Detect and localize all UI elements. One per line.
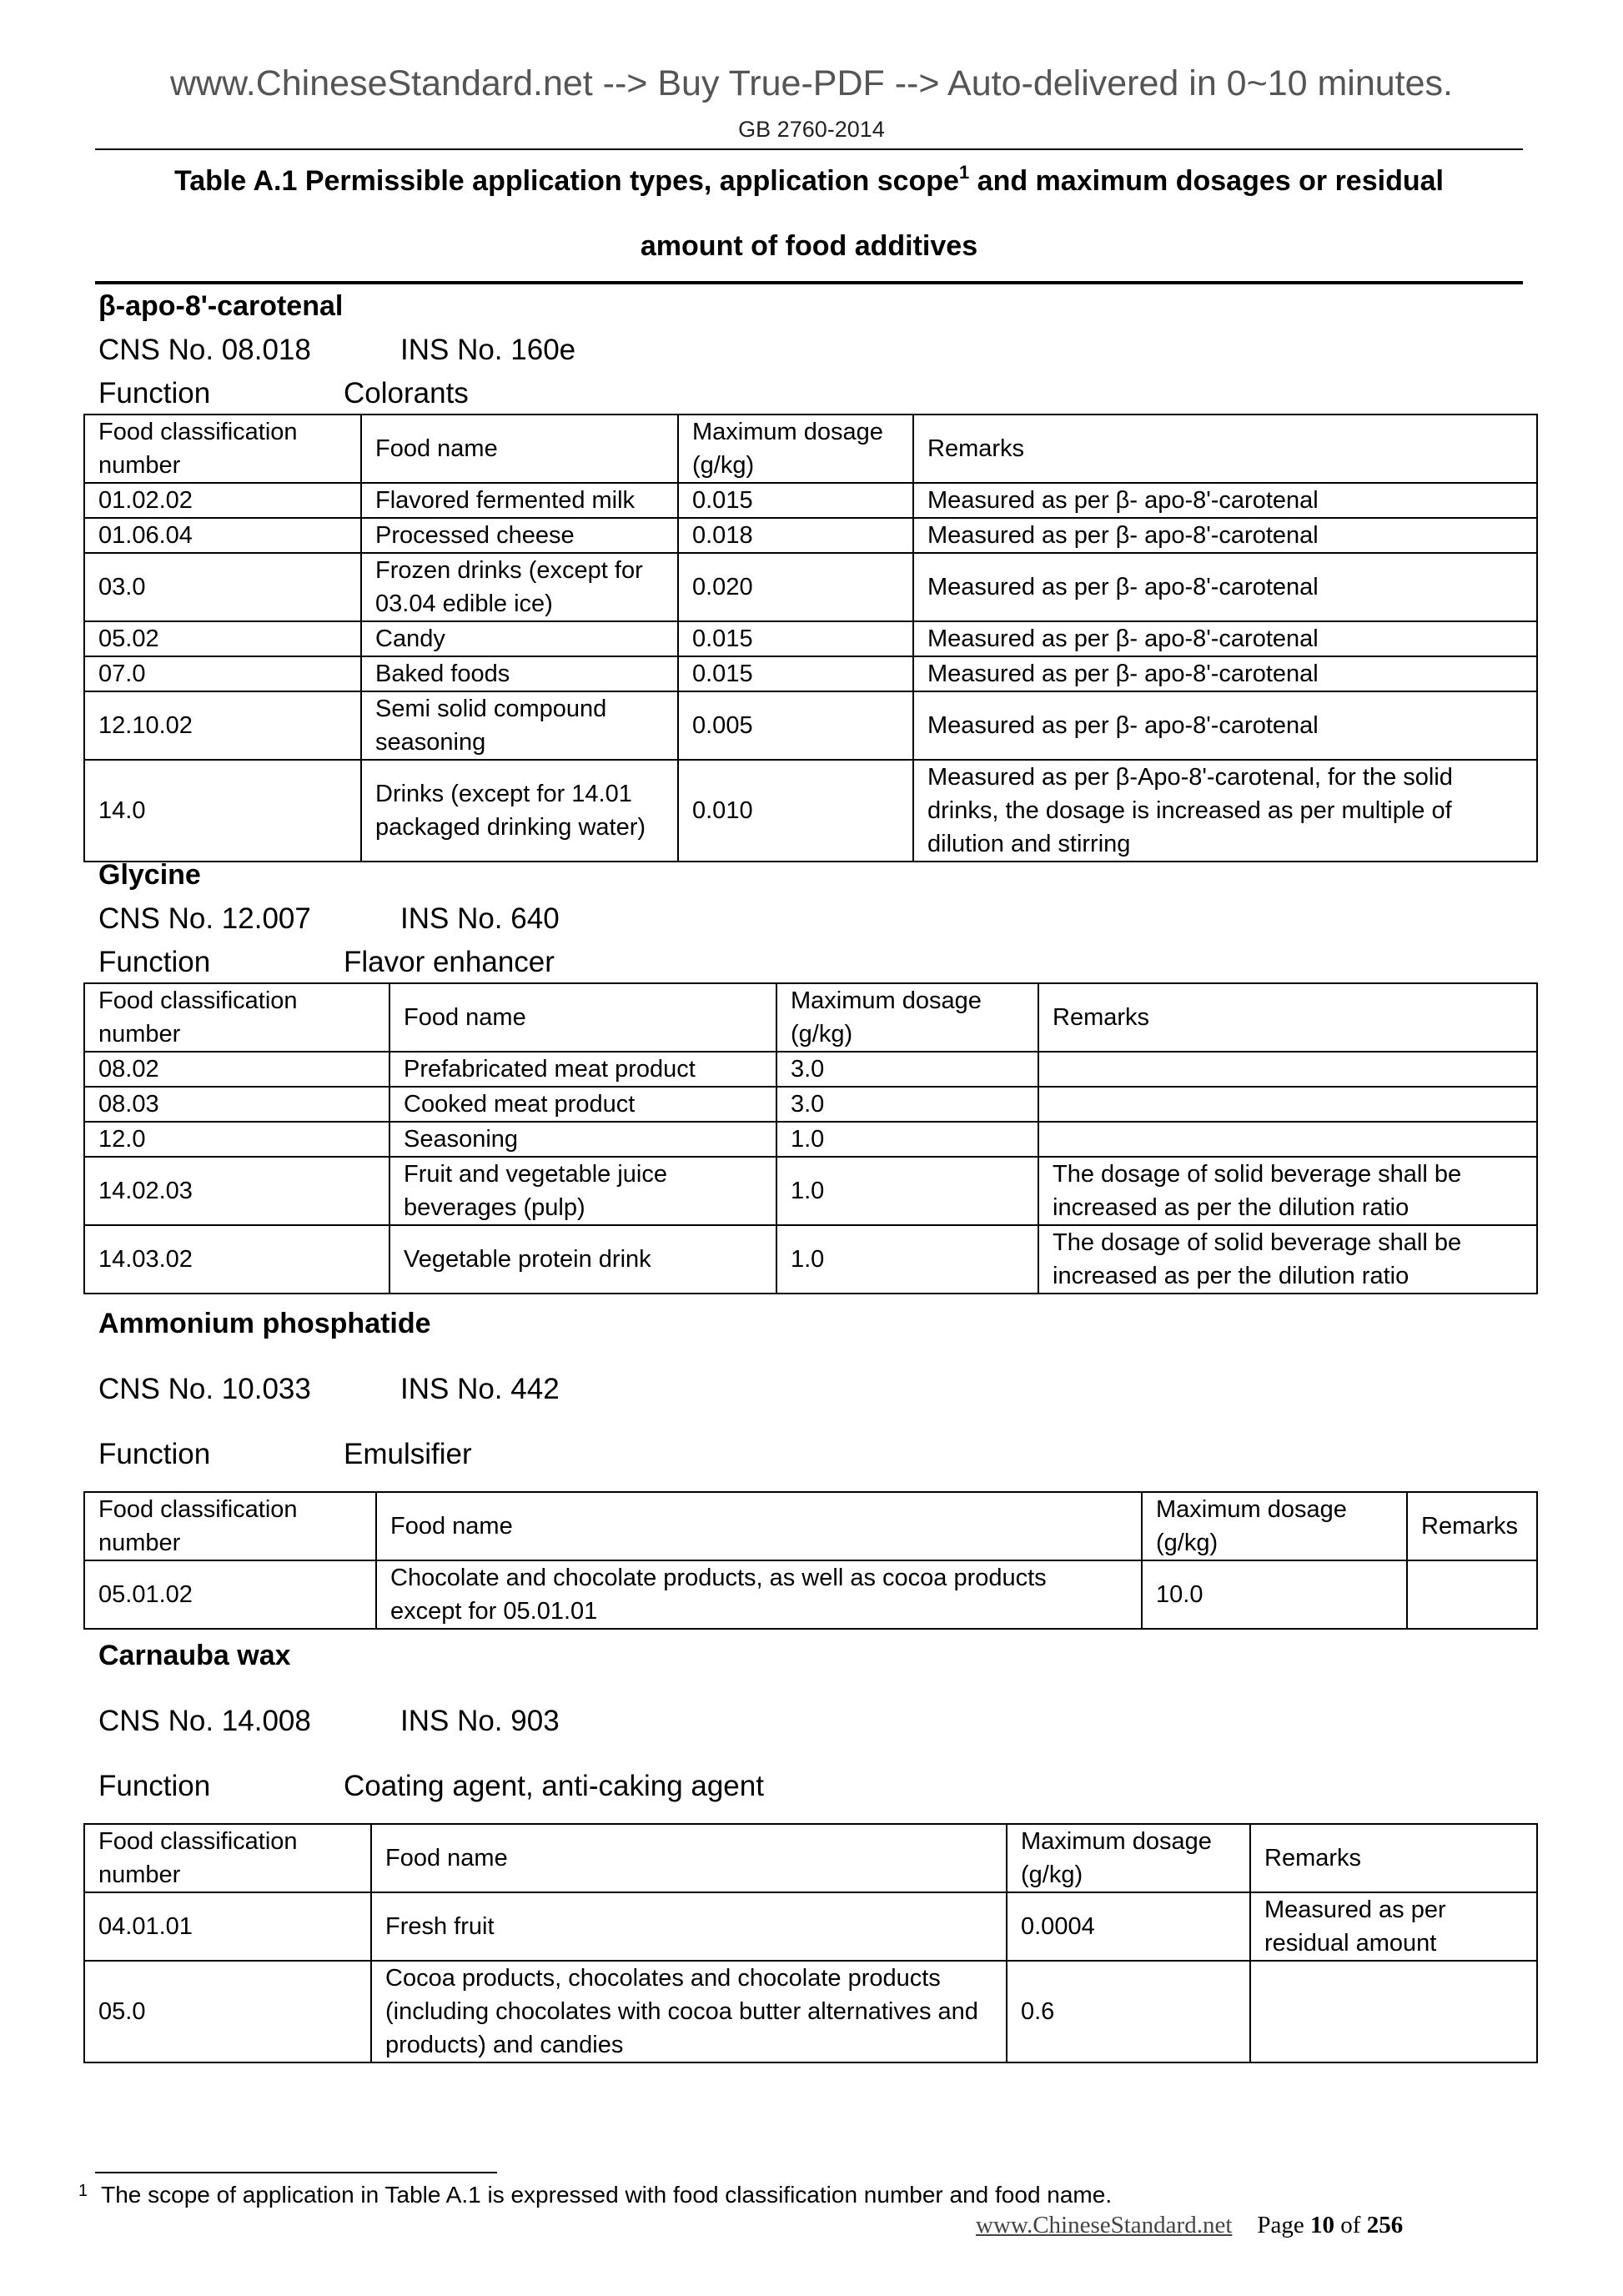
function-line (98, 946, 932, 979)
table-cell: 10.0 (1142, 1560, 1407, 1629)
table-cell: 1.0 (776, 1225, 1038, 1294)
ins-number: INS No. 442 (400, 1373, 560, 1405)
additive-table (83, 414, 1538, 862)
additive-table (83, 982, 1538, 1294)
table-cell: 1.0 (776, 1157, 1038, 1225)
table-cell: 0.015 (678, 483, 913, 518)
table-cell: Measured as per β- apo-8'-carotenal (913, 483, 1537, 518)
table-cell: Cooked meat product (389, 1087, 776, 1122)
table-cell: The dosage of solid beverage shall be increased as per the dilution ratio (1038, 1157, 1537, 1225)
standard-number: GB 2760-2014 (738, 117, 885, 142)
footnote-mark: 1 (78, 2182, 88, 2200)
table-cell: Candy (361, 621, 678, 656)
table-row (84, 1961, 1537, 2062)
header-rule (95, 148, 1523, 150)
additive-name: β-apo-8'-carotenal (98, 290, 344, 322)
table-cell: 0.020 (678, 553, 913, 621)
cns-number: CNS No. 14.008 (98, 1705, 311, 1737)
table-cell: 04.01.01 (84, 1892, 371, 1961)
footer-page-word: Page (1257, 2212, 1304, 2238)
cns-ins-line (98, 1705, 766, 1738)
table-title-main: Table A.1 Permissible application types, application scope (174, 165, 959, 197)
page-footer (976, 2212, 1403, 2239)
function-label: Function (98, 946, 211, 978)
table-title-line2: amount of food additives (640, 230, 978, 262)
table-cell: 12.0 (84, 1122, 389, 1157)
ins-number: INS No. 640 (400, 902, 560, 935)
column-header: Food name (361, 414, 678, 483)
column-header: Remarks (913, 414, 1537, 483)
column-header: Food name (389, 983, 776, 1052)
table-cell: Frozen drinks (except for 03.04 edible ice) (361, 553, 678, 621)
table-cell: Measured as per β- apo-8'-carotenal (913, 656, 1537, 691)
table-title-line1 (95, 162, 1523, 198)
function-value: Coating agent, anti-caking agent (344, 1770, 764, 1802)
table-cell: Measured as per residual amount (1250, 1892, 1537, 1961)
title-rule (95, 281, 1523, 284)
column-header: Maximum dosage (g/kg) (678, 414, 913, 483)
table-cell: 07.0 (84, 656, 361, 691)
table-cell: Processed cheese (361, 518, 678, 553)
table-cell: Prefabricated meat product (389, 1052, 776, 1087)
table-row (84, 760, 1537, 862)
table-cell: Seasoning (389, 1122, 776, 1157)
table-cell: 0.0004 (1007, 1892, 1250, 1961)
column-header: Maximum dosage (g/kg) (1142, 1492, 1407, 1560)
table-cell: 08.03 (84, 1087, 389, 1122)
table-cell: 0.005 (678, 691, 913, 760)
table-cell: Vegetable protein drink (389, 1225, 776, 1294)
table-cell: 0.6 (1007, 1961, 1250, 2062)
table-row (84, 621, 1537, 656)
cns-number: CNS No. 10.033 (98, 1373, 311, 1405)
table-title-tail: and maximum dosages or residual (969, 165, 1444, 197)
function-line (98, 1770, 932, 1803)
cns-ins-line (98, 334, 766, 367)
footnote (78, 2182, 1112, 2208)
table-cell: Chocolate and chocolate products, as well as cocoa products except for 05.01.01 (376, 1560, 1142, 1629)
ins-number: INS No. 160e (400, 334, 576, 366)
column-header: Food classification number (84, 1824, 371, 1892)
function-value: Colorants (344, 377, 469, 409)
table-cell: The dosage of solid beverage shall be increased as per the dilution ratio (1038, 1225, 1537, 1294)
table-cell (1038, 1052, 1537, 1087)
table-header-row (84, 1824, 1537, 1892)
column-header: Remarks (1038, 983, 1537, 1052)
function-label: Function (98, 377, 211, 409)
table-header-row (84, 414, 1537, 483)
ins-number: INS No. 903 (400, 1705, 560, 1737)
column-header: Food classification number (84, 1492, 376, 1560)
table-cell: 1.0 (776, 1122, 1038, 1157)
table-cell: 01.02.02 (84, 483, 361, 518)
table-row (84, 483, 1537, 518)
cns-ins-line (98, 1373, 766, 1406)
table-cell: Measured as per β- apo-8'-carotenal (913, 553, 1537, 621)
column-header: Food classification number (84, 414, 361, 483)
additive-name: Glycine (98, 859, 201, 891)
column-header: Remarks (1250, 1824, 1537, 1892)
table-cell (1038, 1122, 1537, 1157)
table-cell: Fruit and vegetable juice beverages (pulp) (389, 1157, 776, 1225)
table-header-row (84, 983, 1537, 1052)
table-cell: Measured as per β- apo-8'-carotenal (913, 691, 1537, 760)
table-cell: 14.0 (84, 760, 361, 862)
table-cell: Flavored fermented milk (361, 483, 678, 518)
table-cell: Drinks (except for 14.01 packaged drinking water) (361, 760, 678, 862)
table-cell: 3.0 (776, 1087, 1038, 1122)
table-row (84, 1560, 1537, 1629)
table-cell: 0.010 (678, 760, 913, 862)
table-cell (1407, 1560, 1537, 1629)
table-cell: 05.0 (84, 1961, 371, 2062)
table-row (84, 1225, 1537, 1294)
table-row (84, 1087, 1537, 1122)
cns-number: CNS No. 12.007 (98, 902, 311, 935)
table-cell: 03.0 (84, 553, 361, 621)
table-cell: 0.015 (678, 656, 913, 691)
cns-number: CNS No. 08.018 (98, 334, 311, 366)
footer-site-link[interactable]: www.ChineseStandard.net (976, 2212, 1233, 2238)
table-row (84, 553, 1537, 621)
table-row (84, 1052, 1537, 1087)
table-cell (1038, 1087, 1537, 1122)
table-cell: 05.02 (84, 621, 361, 656)
footer-page-number: 10 (1310, 2212, 1335, 2238)
column-header: Food classification number (84, 983, 389, 1052)
footnote-rule (95, 2172, 497, 2173)
table-cell: 14.02.03 (84, 1157, 389, 1225)
table-cell: Cocoa products, chocolates and chocolate products (including chocolates with cocoa butter alternatives and products) and candies (371, 1961, 1007, 2062)
table-cell: 08.02 (84, 1052, 389, 1087)
table-row (84, 518, 1537, 553)
function-value: Flavor enhancer (344, 946, 555, 978)
footnote-text: The scope of application in Table A.1 is expressed with food classification number and food name. (101, 2182, 1113, 2208)
function-line (98, 1438, 932, 1471)
table-cell: Fresh fruit (371, 1892, 1007, 1961)
table-cell: 14.03.02 (84, 1225, 389, 1294)
cns-ins-line (98, 902, 766, 936)
column-header: Food name (371, 1824, 1007, 1892)
column-header: Remarks (1407, 1492, 1537, 1560)
table-row (84, 1892, 1537, 1961)
table-cell: Semi solid compound seasoning (361, 691, 678, 760)
footer-of-word: of (1340, 2212, 1361, 2238)
table-cell: 05.01.02 (84, 1560, 376, 1629)
function-label: Function (98, 1770, 211, 1802)
additive-name: Ammonium phosphatide (98, 1308, 431, 1339)
function-label: Function (98, 1438, 211, 1470)
table-cell: 01.06.04 (84, 518, 361, 553)
table-cell: Measured as per β- apo-8'-carotenal (913, 518, 1537, 553)
table-header-row (84, 1492, 1537, 1560)
table-cell: Measured as per β-Apo-8'-carotenal, for the solid drinks, the dosage is increased as per multiple of dilution and stirring (913, 760, 1537, 862)
table-row (84, 656, 1537, 691)
function-value: Emulsifier (344, 1438, 472, 1470)
column-header: Maximum dosage (g/kg) (1007, 1824, 1250, 1892)
table-cell: 0.018 (678, 518, 913, 553)
footnote-ref: 1 (958, 162, 970, 183)
additive-table (83, 1823, 1538, 2063)
column-header: Food name (376, 1492, 1142, 1560)
table-cell: 12.10.02 (84, 691, 361, 760)
function-line (98, 377, 932, 410)
top-banner: www.ChineseStandard.net --> Buy True-PDF --> Auto-delivered in 0~10 minutes. (169, 63, 1453, 103)
table-cell: Measured as per β- apo-8'-carotenal (913, 621, 1537, 656)
table-row (84, 691, 1537, 760)
table-row (84, 1122, 1537, 1157)
additive-table (83, 1491, 1538, 1630)
table-row (84, 1157, 1537, 1225)
column-header: Maximum dosage (g/kg) (776, 983, 1038, 1052)
table-cell: Baked foods (361, 656, 678, 691)
table-cell: 0.015 (678, 621, 913, 656)
table-cell: 3.0 (776, 1052, 1038, 1087)
additive-name: Carnauba wax (98, 1640, 291, 1671)
footer-page-total: 256 (1366, 2212, 1404, 2238)
table-cell (1250, 1961, 1537, 2062)
